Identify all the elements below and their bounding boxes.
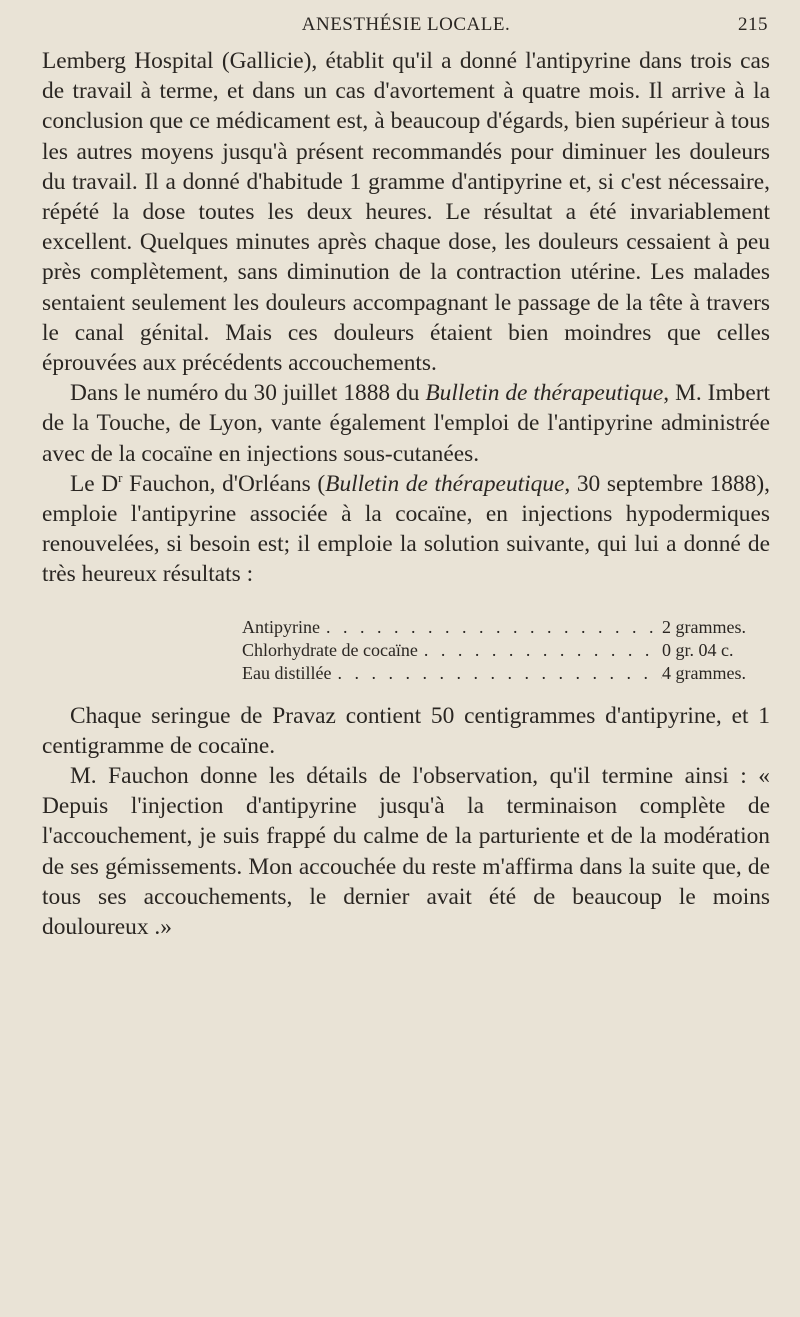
paragraph-observation: M. Fauchon donne les détails de l'observation, qu'il termine ainsi : « Depuis l'injection d'antipyrine jusqu'à la terminaison complète de l'accouchement, je suis frappé du calme de la parturiente et de la modération de ses gémissements. Mon accouchée du reste m'affirma dans la suite que, de tous ses accouchements, le dernier avait été de beaucoup le moins douloureux .» bbox=[42, 763, 770, 941]
paragraph-imbert: Dans le numéro du 30 juillet 1888 du Bulletin de thérapeutique, M. Imbert de la Touche, de Lyon, vante également l'emploi de l'antipyrine administrée avec de la cocaïne en injections sous-cutanées. bbox=[42, 380, 770, 467]
formula-row bbox=[242, 639, 800, 662]
paragraph-pravaz: Chaque seringue de Pravaz contient 50 centigrammes d'antipyrine, et 1 centigramme de cocaïne. bbox=[42, 702, 770, 759]
formula-ingredient: Chlorhydrate de cocaïne bbox=[242, 639, 418, 660]
formula-ingredient: Eau distillée bbox=[242, 662, 332, 683]
body-text bbox=[42, 46, 770, 942]
running-head bbox=[42, 10, 770, 46]
paragraph-fauchon: Le $D^r$ Fauchon, d'Orléans (Bulletin de thérapeutique, 30 septembre 1888), emploie l'antipyrine associée à la cocaïne, en injections hypodermiques renouvelées, si besoin est; il emploie la solution suivante, qui lui a donné de très heureux résultats : bbox=[42, 470, 770, 588]
formula-row bbox=[242, 616, 800, 639]
formula-quantity: 0 gr. 04 c. bbox=[662, 639, 734, 660]
journal-title: Bulletin de thérapeutique bbox=[325, 470, 565, 497]
leader-dots bbox=[331, 662, 662, 685]
formula-quantity: 4 grammes. bbox=[662, 662, 746, 683]
formula-ingredient: Antipyrine bbox=[242, 616, 320, 637]
prescription-formula bbox=[42, 616, 770, 685]
formula-quantity: 2 grammes. bbox=[662, 616, 746, 637]
running-title: ANESTHÉSIE LOCALE. bbox=[301, 14, 511, 35]
formula-row bbox=[242, 662, 800, 685]
paragraph-continuation: Lemberg Hospital (Gallicie), établit qu'il a donné l'antipyrine dans trois cas de travail à terme, et dans un cas d'avortement à quatre mois. Il arrive à la conclusion que ce médicament est, à beaucoup d'égards, bien supérieur à tous les autres moyens jusqu'à présent recommandés pour diminuer les douleurs du travail. Il a donné d'habitude 1 gramme d'antipyrine et, si c'est nécessaire, répété la dose toutes les deux heures. Le résultat a été invariablement excellent. Quelques minutes après chaque dose, les douleurs cessaient à peu près complètement, sans diminution de la contraction utérine. Les malades sentaient seulement les douleurs accompagnant le passage de la tête à travers le canal génital. Mais ces douleurs étaient bien moindres que celles éprouvées aux précédents accouchements. bbox=[42, 48, 770, 377]
leader-dots bbox=[320, 616, 662, 639]
leader-dots bbox=[418, 639, 662, 662]
page-number: 215 bbox=[738, 14, 768, 35]
journal-title: Bulletin de thérapeutique bbox=[425, 380, 664, 407]
